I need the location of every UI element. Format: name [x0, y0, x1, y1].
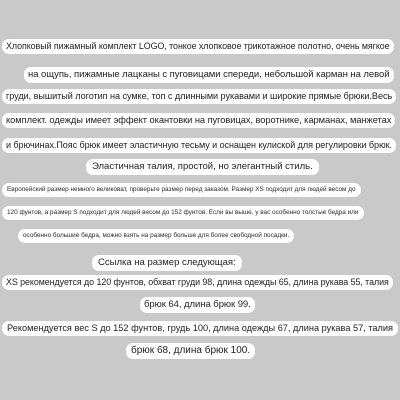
- size-s-line-1: Рекомендуется вес S до 152 фунтов, грудь 100, длина одежды 67, длина рукава 57, талия: [2, 321, 398, 336]
- size-note-line-1: Европейский размер немного великоват, проверьте размер перед заказом. Размер XS подходит для людей весом до: [2, 183, 361, 197]
- size-xs-line-2: брюк 64, длина брюк 99.: [140, 297, 255, 313]
- description-line-2: на ощупь, пижамные лацканы с пуговицами спереди, небольшой карман на левой: [24, 67, 394, 83]
- description-line-3: груди, вышитый логотип на сумке, топ с длинными рукавами и широкие прямые брюки.Весь: [2, 89, 396, 104]
- description-line-1: Хлопковый пижамный комплект LOGO, тонкое хлопковое трикотажное полотно, очень мягкое: [2, 39, 394, 54]
- size-chart-link: Ссылка на размер следующая:: [92, 255, 242, 271]
- tagline: Эластичная талия, простой, но элегантный стиль.: [86, 159, 319, 175]
- description-line-5: и брючинах.Пояс брюк имеет эластичную тесьму и оснащен кулиской для регулировки брюк.: [2, 138, 396, 153]
- size-xs-line-1: XS рекомендуется до 120 фунтов, обхват груди 98, длина одежды 65, длина рукава 55, талия: [2, 275, 393, 290]
- size-note-line-2: 120 фунтов, а размер S подходит для людей весом до 152 фунтов. Если вы выше, у вас особенно толстые бедра или: [2, 206, 364, 220]
- description-line-4: комплект. одежды имеет эффект окантовки на пуговицах, воротнике, карманах, манжетах: [2, 113, 395, 128]
- size-s-line-2: брюк 68, длина брюк 100.: [126, 343, 255, 359]
- size-note-line-3: особенно большие бедра, можно взять на размер больше для более свободной посадки.: [18, 229, 294, 243]
